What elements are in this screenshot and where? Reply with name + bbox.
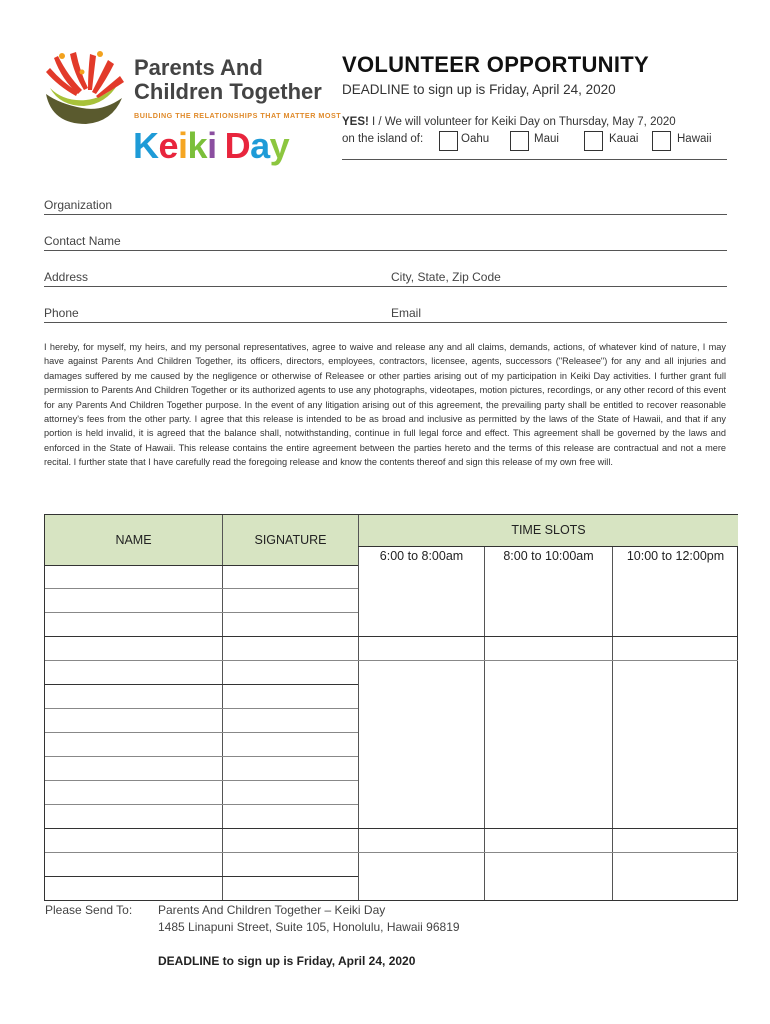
- keiki-letter: k: [187, 125, 208, 166]
- deadline-notice: DEADLINE to sign up is Friday, April 24, 2020: [342, 82, 616, 97]
- send-to-label: Please Send To:: [45, 903, 133, 917]
- email-label: Email: [391, 306, 422, 320]
- row-line: [45, 876, 358, 877]
- address-label: Address: [44, 270, 89, 284]
- island-checkbox-kauai[interactable]: [584, 131, 603, 151]
- release-waiver-text: I hereby, for myself, my heirs, and my personal representatives, agree to waive and release any and all claims, demands, actions, of whatever kind of nature, I may have against Parents And Children Together, its officers, directors, employees, contractors, licensee, agents, successors ("Releasee") for any and all injuries and damages suffered by me caused by the negligence or otherwise of Releasee or other parties arising out of my participation in Keiki Day activities. I further grant full permission to Parents And Children Together or its authorized agents to use any photographs, videotapes, motion pictures, recordings, or any other record of this event for any Parents And Children Together purpose. In the event of any litigation arising out of this agreement, the prevailing party shall be entitled to recover reasonable attorney's fees from the other party. I agree that this release is intended to be as broad and inclusive as permitted by the laws of the State of Hawaii, and that if any portion is held invalid, it is agreed that the balance shall, notwithstanding, continue in full legal force and effect. This agreement shall be governed by the laws and enforced in the State of Hawaii. This release contains the entire agreement between the parties hereto and the terms of this release are contractual and not a mere recital. I further state that I have carefully read the foregoing release and know the contents thereof and sign this release of my own free will.: [44, 342, 726, 468]
- phone-label: Phone: [44, 306, 79, 320]
- volunteer-statement-text: I / We will volunteer for Keiki Day on Thursday, May 7, 2020: [368, 116, 676, 128]
- org-name-line1: Parents And: [134, 55, 263, 80]
- organization-label: Organization: [44, 198, 113, 212]
- mailing-address-line2: 1485 Linapuni Street, Suite 105, Honolulu, Hawaii 96819: [158, 920, 460, 934]
- keiki-letter: K: [133, 125, 159, 166]
- row-group-line: [45, 636, 738, 637]
- keiki-letter: a: [250, 125, 270, 166]
- row-line: [45, 588, 358, 589]
- column-divider: [484, 546, 485, 900]
- page-title: VOLUNTEER OPPORTUNITY: [342, 52, 649, 77]
- row-line: [45, 708, 358, 709]
- keiki-day-logo-text: [133, 124, 289, 168]
- slot-header-1: 6:00 to 8:00am: [379, 549, 464, 563]
- header-bottom-line: [45, 565, 358, 566]
- island-label-hawaii: Hawaii: [677, 133, 712, 145]
- column-divider: [358, 515, 359, 900]
- island-prompt: on the island of:: [342, 133, 424, 145]
- signature-column-header: SIGNATURE: [254, 533, 327, 547]
- row-line: [45, 732, 358, 733]
- row-line: [45, 684, 358, 685]
- island-label-oahu: Oahu: [461, 133, 490, 145]
- volunteer-statement: [342, 116, 676, 128]
- slot-header-2: 8:00 to 10:00am: [503, 549, 594, 563]
- keiki-letter: i: [178, 125, 188, 166]
- time-slots-divider: [358, 546, 738, 547]
- time-slots-header: TIME SLOTS: [511, 523, 586, 537]
- mailing-address-line1: Parents And Children Together – Keiki Day: [158, 903, 386, 917]
- column-divider: [612, 546, 613, 900]
- signup-table: [44, 514, 738, 901]
- row-line: [45, 756, 358, 757]
- row-line: [45, 852, 738, 853]
- keiki-letter: D: [224, 125, 251, 166]
- island-label-kauai: Kauai: [609, 133, 639, 145]
- org-name-line2: Children Together: [134, 79, 322, 104]
- organization-field[interactable]: [44, 214, 727, 215]
- island-checkbox-hawaii[interactable]: [652, 131, 671, 151]
- keiki-letter: i: [207, 125, 217, 166]
- island-checkbox-maui[interactable]: [510, 131, 529, 151]
- island-label-maui: Maui: [534, 133, 559, 145]
- contact-name-field[interactable]: [44, 250, 727, 251]
- phone-email-field[interactable]: [44, 322, 727, 323]
- yes-label: YES!: [342, 116, 369, 128]
- deadline-footer: DEADLINE to sign up is Friday, April 24, 2020: [158, 954, 416, 968]
- address-field[interactable]: [44, 286, 727, 287]
- row-group-line: [45, 828, 738, 829]
- row-line: [45, 660, 738, 661]
- row-line: [45, 804, 358, 805]
- keiki-letter: e: [158, 125, 179, 166]
- keiki-letter: y: [269, 125, 290, 166]
- island-checkbox-oahu[interactable]: [439, 131, 458, 151]
- city-state-zip-label: City, State, Zip Code: [391, 270, 501, 284]
- row-line: [45, 612, 358, 613]
- name-column-header: NAME: [115, 533, 152, 547]
- org-tagline: BUILDING THE RELATIONSHIPS THAT MATTER MOST: [134, 111, 342, 120]
- flower-logo-icon: [42, 50, 126, 128]
- contact-name-label: Contact Name: [44, 234, 121, 248]
- slot-header-3: 10:00 to 12:00pm: [626, 549, 725, 563]
- header-divider: [342, 159, 727, 160]
- row-line: [45, 780, 358, 781]
